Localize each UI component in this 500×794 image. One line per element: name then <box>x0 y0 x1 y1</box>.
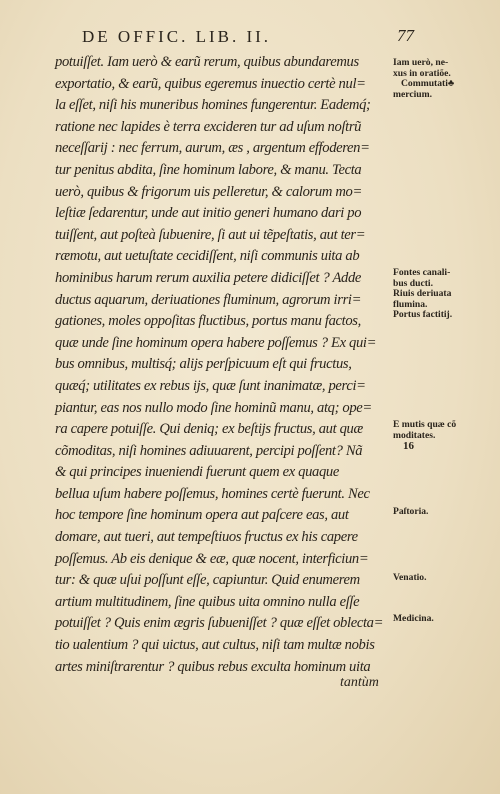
text-line: quæ unde ſine hominum opera habere poſſemus ? Ex qui= <box>55 334 377 351</box>
marginal-note-venatio <box>393 573 473 584</box>
marginal-line: bus ducti. <box>393 277 433 289</box>
text-line: artium multitudinem, ſine quibus uita omnino nulla eſſe <box>55 593 360 610</box>
text-line: bellua uſum habere poſſemus, homines certè fuerunt. Nec <box>55 485 370 502</box>
text-line: potuiſſet ? Quis enim ægris ſubueniſſet ? quæ eſſet oblecta= <box>55 615 384 632</box>
marginal-line: Fontes canali- <box>393 267 451 278</box>
catchword: tantùm <box>340 675 379 690</box>
text-line: ræmotu, aut uetuſtate cecidiſſent, niſi communis uita ab <box>55 248 360 265</box>
marginal-line: Iam uerò, ne- <box>393 57 449 68</box>
text-line: potuiſſet. Iam uerò & earũ rerum, quibus abundaremus <box>55 54 359 70</box>
marginal-line: E mutis quæ cõ <box>393 419 457 430</box>
text-line: ratione nec lapides è terra excideren tur ad uſum noſtrũ <box>55 118 362 135</box>
text-line: uerò, quibus & frigorum uis pelleretur, & calorum mo= <box>55 183 362 200</box>
text-line: hoc tempore ſine hominum opera aut paſcere eas, aut <box>55 507 349 524</box>
text-line: exportatio, & earũ, quibus egeremus inuectio certè nul= <box>55 75 366 92</box>
text-line: piantur, eas nos nullo modo ſine hominũ manu, atq; ope= <box>55 399 372 416</box>
text-line: neceſſarij : nec ferrum, aurum, æs , argentum effoderen= <box>55 140 370 157</box>
marginal-line: Medicina. <box>393 613 434 624</box>
marginal-line: flumina. <box>393 298 428 310</box>
text-line: ductus aquarum, deriuationes fluminum, agrorum irri= <box>55 291 362 308</box>
marginal-note-pastoria <box>393 507 473 518</box>
text-line: domare, aut tueri, aut tempeſtiuos fructus ex his capere <box>55 529 358 546</box>
text-line: tuiſſent, aut poſteà ſubuenire, ſi aut ui tẽpeſtatis, aut ter= <box>55 226 366 243</box>
marginal-note-commerce <box>393 58 473 100</box>
text-line: tio ualentium ? qui uictus, aut cultus, niſi tam multæ nobis <box>55 637 375 654</box>
marginal-line: mercium. <box>393 88 432 100</box>
marginal-line: xus in oratiõe. <box>393 67 451 79</box>
marginal-line: Riuis deriuata <box>393 288 452 299</box>
marginal-line: Venatio. <box>393 572 427 583</box>
text-line: tur: & quæ uſui poſſunt eſſe, capiuntur. Quid enumerem <box>55 572 360 589</box>
main-text-block <box>55 52 389 678</box>
text-line: quæq́; utilitates ex rebus ijs, quæ ſunt inanimatæ, perci= <box>55 377 366 394</box>
text-line: gationes, moles oppoſitas fluctibus, portus manu factos, <box>55 313 361 330</box>
running-title: DE OFFIC. LIB. II. <box>82 27 272 46</box>
marginal-line: Portus factitij. <box>393 309 453 320</box>
marginal-line: 16 <box>403 440 414 452</box>
text-line: artes miniſtrarentur ? quibus rebus exculta hominum uita <box>55 658 371 675</box>
text-line: ra capere potuiſſe. Qui deniq; ex beſtijs fructus, aut quæ <box>55 421 363 438</box>
text-line: tur penitus abdita, ſine hominum labore, & manu. Tecta <box>55 161 362 178</box>
text-line: la eſſet, niſi his muneribus homines fungerentur. Eademq́; <box>55 97 371 114</box>
marginal-note-medicina <box>393 614 473 625</box>
text-line: hominibus harum rerum auxilia petere didiciſſet ? Adde <box>55 269 362 286</box>
text-line: leſtiæ ſedarentur, unde aut initio generi humano dari po <box>55 205 362 222</box>
marginal-note-animals <box>393 420 473 452</box>
page-number: 77 <box>397 26 414 45</box>
marginal-line: moditates. <box>393 429 436 441</box>
text-line: cõmoditas, niſi homines adiuuarent, percipi poſſent? Nã <box>55 442 363 459</box>
text-line: poſſemus. Ab eis denique & eæ, quæ nocent, interficiun= <box>55 550 369 567</box>
text-line: bus omnibus, multisq́; alijs perſpicuum eſt qui fructus, <box>55 356 352 373</box>
marginal-note-waterworks <box>393 268 473 321</box>
marginal-line: Paſtoria. <box>393 506 429 517</box>
text-line: & qui principes inueniendi fuerunt quem ex quaque <box>55 464 339 481</box>
marginal-line: Commutati♣ <box>401 78 455 89</box>
